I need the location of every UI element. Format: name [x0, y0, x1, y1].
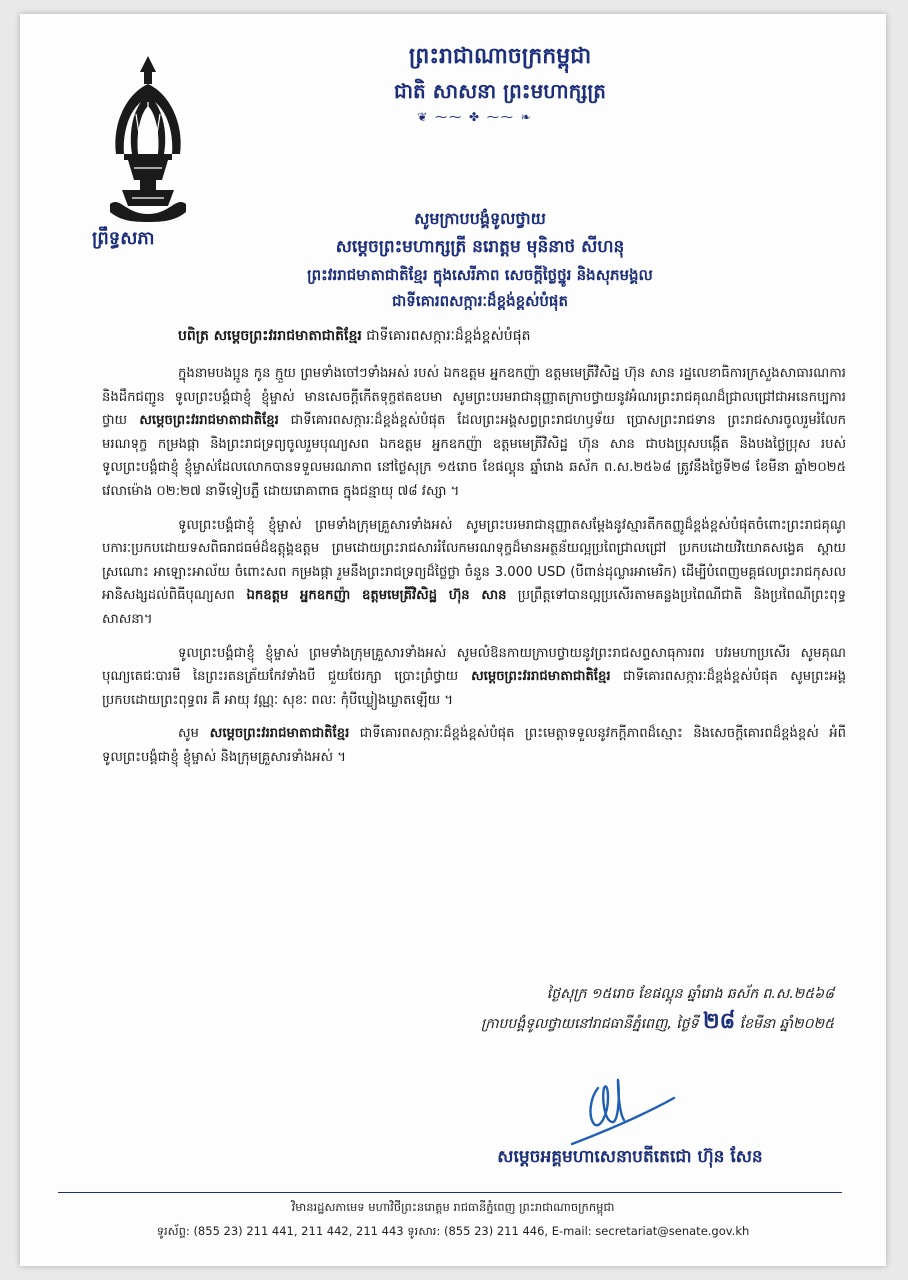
- paragraph-4-bold: សម្តេចព្រះវររាជមាតាជាតិខ្មែរ: [198, 726, 350, 742]
- letter-body: [102, 362, 846, 780]
- paragraph-4: [102, 722, 846, 769]
- paragraph-4-rest: ជាទីគោរពសក្ការៈដ៏ខ្ពង់ខ្ពស់បំផុត ព្រះមេត្តាទទួលនូវកក្តីភាពដ៏ស្មោះ និងសេចក្តីគោរពដ៏ខ្ពង់ខ្ពស់ អំពីទូលព្រះបង្គំជាខ្ញុំ ខ្ញុំម្ចាស់ និងក្រុមគ្រួសារទាំងអស់ ។: [102, 726, 846, 765]
- paragraph-3-bold: សម្តេចព្រះវររាជមាតាជាតិខ្មែរ: [458, 669, 611, 685]
- addressee-line-4: ជាទីគោរពសក្ការៈដ៏ខ្ពង់ខ្ពស់បំផុត: [392, 292, 568, 310]
- paragraph-2-bold: ឯកឧត្តម អ្នកឧកញ៉ា ឧត្តមមេត្រីវិសិដ្ឋ ហ៊ុន សាន: [234, 588, 507, 604]
- paragraph-1-bold: សម្តេចព្រះវររាជមាតាជាតិខ្មែរ: [127, 413, 279, 429]
- place-date: [481, 1008, 834, 1038]
- place-text: ក្រាបបង្គំទូលថ្វាយនៅរាជធានីភ្នំពេញ, ថ្ងៃទី: [481, 1016, 699, 1032]
- paragraph-3-text: ទូលព្រះបង្គំជាខ្ញុំ ខ្ញុំម្ចាស់ ព្រមទាំងក្រុមគ្រួសារទាំងអស់ សូមលំឱនកាយក្រាបថ្វាយនូវព្រះរាជសព្ទសាធុការពរ បវរមហាប្រសើរ សូមគុណបុណ្យតេជៈបារមី នៃព្រះរតនត្រ័យកែវទាំងបី ជួយថែរក្សា ប្រោះព្រំថ្វាយ: [102, 645, 846, 685]
- paragraph-1: [102, 362, 846, 504]
- footer-contact: ទូរស័ព្ទ: (855 23) 211 441, 211 442, 211 443 ទូរសារ: (855 23) 211 446, E-mail: secretariat@senate.gov.kh: [156, 1224, 750, 1238]
- month-year: ខែមីនា ឆ្នាំ២០២៥: [739, 1016, 834, 1032]
- paragraph-2-rest: ប្រព្រឹត្តទៅបានល្អប្រសើរតាមគន្លងប្រពៃណីជាតិ និងប្រពៃណីព្រះពុទ្ធសាសនា។: [102, 588, 846, 627]
- addressee-line-2: សម្តេចព្រះមហាក្សត្រី នរោត្តម មុនិនាថ សីហនុ: [335, 237, 625, 257]
- divider-ornament-icon: ❦ ⁓⁓ ✤ ⁓⁓ ❧: [417, 110, 533, 124]
- letter-page: [20, 14, 886, 1266]
- paragraph-3: [102, 642, 846, 713]
- date-block: [481, 980, 834, 1038]
- lunar-date: ថ្ងៃសុក្រ ១៥រោច ខែផល្គុន ឆ្នាំរោង ឆស័ក ព.ស.២៥៦៨: [546, 986, 834, 1002]
- signature-icon: [568, 1058, 678, 1148]
- national-motto: ជាតិ សាសនា ព្រះមហាក្សត្រ: [394, 79, 606, 103]
- salutation-rest: ជាទីគោរពសក្ការៈដ៏ខ្ពង់ខ្ពស់បំផុត: [361, 328, 531, 344]
- handwritten-day: ២៨: [702, 1009, 736, 1034]
- paragraph-2-text: ទូលព្រះបង្គំជាខ្ញុំ ខ្ញុំម្ចាស់ ព្រមទាំងក្រុមគ្រួសារទាំងអស់ សូមព្រះបរមរាជានុញ្ញាតសម្តែងនូវស្មារតីកតញ្ញូដ៏ខ្ពង់ខ្ពស់បំផុតចំពោះព្រះរាជគុណូបការៈប្រកបដោយទសពិធរាជធម៌ដ៏ឧត្តុង្គឧត្តម ព្រមដោយព្រះរាជសាររំលែកមរណទុក្ខដ៏មានអត្ថន័យល្អប្រពៃជ្រាលជ្រៅ ប្រកបដោយវិយោគសង្វេគ ស្តាយស្រណោះ អាឡោះអាល័យ ចំពោះសព កម្រងផ្កា រួមនឹងព្រះរាជទ្រព្យដ៏ថ្លៃថ្លា ចំនួន 3.000 USD (បីពាន់ដុល្លារអាមេរិក) ដើម្បីបំពេញមគ្គផលព្រះរាជកុសលអានិសង្សដល់ពិធីបុណ្យសព: [102, 517, 846, 604]
- footer-address: វិមានរដ្ឋសភាមេទ មហាវិថីព្រះនរោត្តម រាជធានីភ្នំពេញ ព្រះរាជាណាចក្រកម្ពុជា: [291, 1200, 615, 1214]
- paragraph-1-text: ក្នុងនាមបងប្អូន កូន ក្មួយ ព្រមទាំងចៅៗទាំងអស់ របស់ ឯកឧត្តម អ្នកឧកញ៉ា ឧត្តមមេត្រីវិសិដ្ឋ ហ៊ុន សាន រដ្ឋលេខាធិការក្រសួងសាធារណការ និងដឹកជញ្ជូន ទូលព្រះបង្គំជាខ្ញុំ ខ្ញុំម្ចាស់ មានសេចក្តីកើតទុក្ខឥតឧបមា សូមព្រះបរមរាជានុញ្ញាតក្រាបថ្វាយនូវអំណរព្រះរាជគុណដ៏ជ្រាលជ្រៅជាអនេកប្បការ ថ្វាយ: [102, 366, 846, 429]
- paragraph-4-text: សូម: [178, 726, 199, 742]
- paragraph-3-rest: ជាទីគោរពសក្ការៈដ៏ខ្ពង់ខ្ពស់បំផុត សូមព្រះអង្គប្រកបដោយព្រះពុទ្ធពរ គឺ អាយុ វណ្ណៈ សុខៈ ពលៈ កុំបីឃ្លៀងឃ្លាតឡើយ ។: [102, 669, 846, 708]
- institution-label: ព្រឹទ្ធសភា: [92, 228, 155, 249]
- footer-divider: [58, 1192, 842, 1193]
- salutation: [178, 326, 838, 347]
- senate-emblem-icon: [106, 54, 190, 224]
- addressee-line-3: ព្រះវររាជមាតាជាតិខ្មែរ ក្នុងសេរីភាព សេចក្តីថ្លៃថ្នូរ និងសុភមង្គល: [307, 266, 653, 284]
- signer-name: សម្តេចអគ្គមហាសេនាបតីតេជោ ហ៊ុន សែន: [497, 1147, 763, 1167]
- kingdom-title: ព្រះរាជាណាចក្រកម្ពុជា: [408, 44, 592, 69]
- paragraph-2: [102, 514, 846, 632]
- paragraph-1-rest: ជាទីគោរពសក្ការៈដ៏ខ្ពង់ខ្ពស់បំផុត ដែលព្រះអង្គសព្វព្រះរាជហឫទ័យ ប្រោសព្រះរាជទាន ព្រះរាជសារចូលរួមរំលែកមរណទុក្ខ កម្រងផ្កា និងព្រះរាជទ្រព្យចូលរួមបុណ្យសព ឯកឧត្តម អ្នកឧកញ៉ា ឧត្តមមេត្រីវិសិដ្ឋ ហ៊ុន សាន ជាបងប្រុសបង្កើត និងបងថ្លៃប្រុស របស់ទូលព្រះបង្គំជាខ្ញុំ ខ្ញុំម្ចាស់ដែលលោកបានទទួលមរណភាព នៅថ្ងៃសុក្រ ១៥រោច ខែផល្គុន ឆ្នាំរោង ឆស័ក ព.ស.២៥៦៨ ត្រូវនឹងថ្ងៃទី២៨ ខែមីនា ឆ្នាំ២០២៥ វេលាម៉ោង ០២:២៧ នាទីទៀបភ្លឺ ដោយរោគាពាធ ក្នុងជន្មាយុ ៧៨ វស្សា ។: [102, 413, 846, 499]
- addressee-line-1: សូមក្រាបបង្គំទូលថ្វាយ: [414, 209, 546, 228]
- salutation-lead: បពិត្រ សម្តេចព្រះវររាជមាតាជាតិខ្មែរ: [178, 328, 362, 344]
